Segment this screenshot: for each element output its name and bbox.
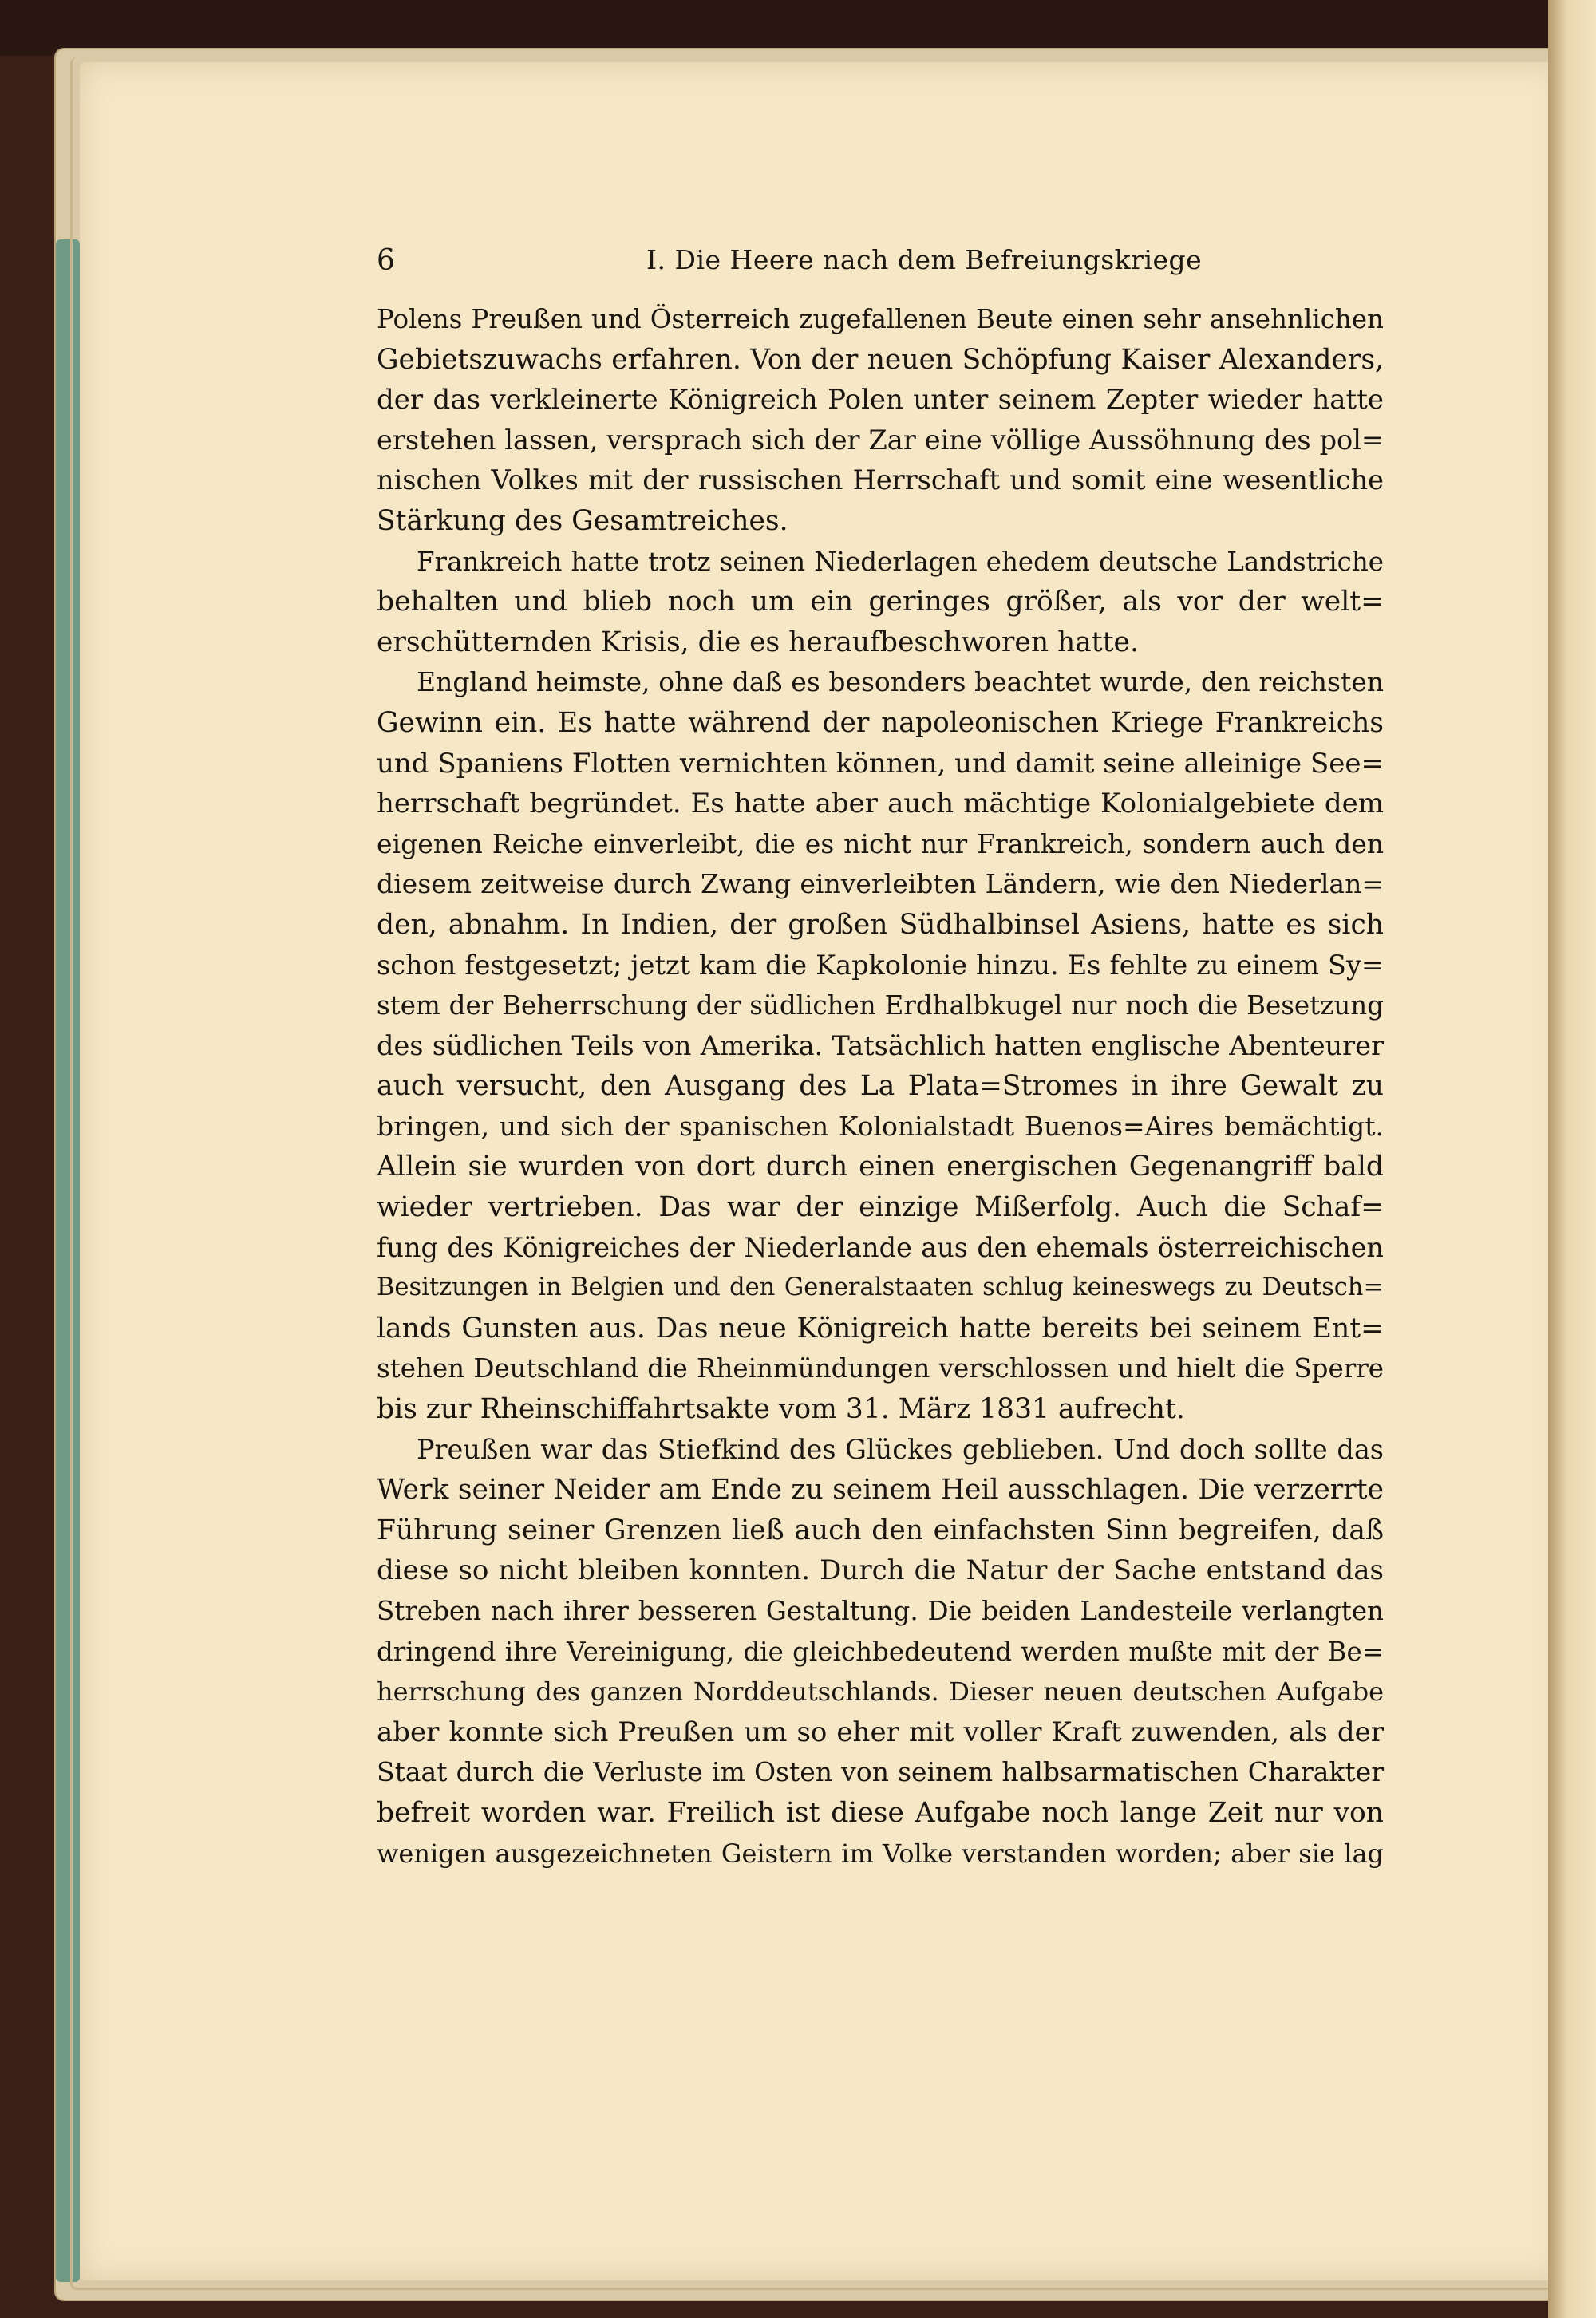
text-line: befreit worden war. Freilich ist diese Aufgabe noch lange Zeit nur von [377,1796,1384,1829]
text-line: erschütternden Krisis, die es heraufbeschworen hatte. [377,626,1139,658]
text-line: Stärkung des Gesamtreiches. [377,504,788,537]
text-line: dringend ihre Vereinigung, die gleichbedeutend werden mußte mit der Be= [377,1636,1384,1667]
text-line: auch versucht, den Ausgang des La Plata=Stromes in ihre Gewalt zu [377,1070,1384,1103]
text-line: Frankreich hatte trotz seinen Niederlagen ehedem deutsche Landstriche [417,546,1384,577]
book-spine [1548,0,1596,2318]
text-line: wieder vertrieben. Das war der einzige Mißerfolg. Auch die Schaf= [377,1191,1384,1224]
page-number: 6 [377,244,395,277]
text-line: bis zur Rheinschiffahrtsakte vom 31. März 1831 aufrecht. [377,1393,1185,1426]
text-line: lands Gunsten aus. Das neue Königreich hatte bereits bei seinem Ent= [377,1312,1384,1345]
text-line: stem der Beherrschung der südlichen Erdhalbkugel nur noch die Besetzung [377,990,1384,1021]
page-header [377,239,1384,287]
text-line: nischen Volkes mit der russischen Herrschaft und somit eine wesentliche [377,464,1384,496]
text-line: Besitzungen in Belgien und den Generalstaaten schlug keineswegs zu Deutsch= [377,1274,1384,1302]
text-line: behalten und blieb noch um ein geringes größer, als vor der welt= [377,586,1384,618]
text-line: Polens Preußen und Österreich zugefallenen Beute einen sehr ansehnlichen [377,304,1384,334]
running-title: I. Die Heere nach dem Befreiungskriege [646,244,1203,275]
text-line: und Spaniens Flotten vernichten können, und damit seine alleinige See= [377,747,1384,780]
text-line: Werk seiner Neider am Ende zu seinem Heil ausschlagen. Die verzerrte [377,1474,1384,1507]
text-line: erstehen lassen, versprach sich der Zar eine völlige Aussöhnung des pol= [377,424,1384,456]
text-line: diesem zeitweise durch Zwang einverleibten Ländern, wie den Niederlan= [377,868,1384,900]
text-line: herrschung des ganzen Norddeutschlands. Dieser neuen deutschen Aufgabe [377,1676,1384,1708]
text-line: wenigen ausgezeichneten Geistern im Volke verstanden worden; aber sie lag [377,1838,1384,1869]
text-line: Streben nach ihrer besseren Gestaltung. Die beiden Landesteile verlangten [377,1596,1384,1626]
text-line: den, abnahm. In Indien, der großen Südhalbinsel Asiens, hatte es sich [377,908,1384,941]
text-line: eigenen Reiche einverleibt, die es nicht nur Frankreich, sondern auch den [377,827,1384,859]
text-line: Führung seiner Grenzen ließ auch den einfachsten Sinn begreifen, daß [377,1514,1384,1546]
text-line: schon festgesetzt; jetzt kam die Kapkolonie hinzu. Es fehlte zu einem Sy= [377,949,1384,981]
text-line: fung des Königreiches der Niederlande aus den ehemals österreichischen [377,1231,1384,1263]
text-line: Gewinn ein. Es hatte während der napoleonischen Kriege Frankreichs [377,706,1384,739]
text-line: der das verkleinerte Königreich Polen unter seinem Zepter wieder hatte [377,384,1384,417]
text-line: des südlichen Teils von Amerika. Tatsächlich hatten englische Abenteurer [377,1029,1384,1061]
text-line: Gebietszuwachs erfahren. Von der neuen Schöpfung Kaiser Alexanders, [377,343,1384,376]
text-line: Staat durch die Verluste im Osten von seinem halbsarmatischen Charakter [377,1756,1384,1788]
text-line: stehen Deutschland die Rheinmündungen verschlossen und hielt die Sperre [377,1353,1384,1384]
text-line: bringen, und sich der spanischen Kolonialstadt Buenos=Aires bemächtigt. [377,1110,1384,1142]
body-text [377,299,1384,1874]
text-line: Allein sie wurden von dort durch einen energischen Gegenangriff bald [377,1151,1384,1183]
text-line: aber konnte sich Preußen um so eher mit voller Kraft zuwenden, als der [377,1716,1384,1748]
text-line: diese so nicht bleiben konnten. Durch die Natur der Sache entstand das [377,1554,1384,1587]
text-line: herrschaft begründet. Es hatte aber auch mächtige Kolonialgebiete dem [377,788,1384,820]
text-line: England heimste, ohne daß es besonders beachtet wurde, den reichsten [417,666,1384,698]
text-line: Preußen war das Stiefkind des Glückes geblieben. Und doch sollte das [417,1433,1384,1465]
scan-background [0,0,1596,56]
